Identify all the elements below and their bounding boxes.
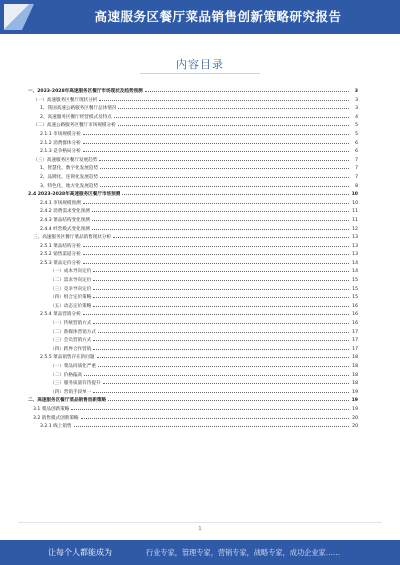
toc-entry-title: 3.2.1 线上销售 [40, 424, 72, 430]
toc-entry-title: 三、高速服务区餐厅菜品销售现状分析 [33, 235, 112, 241]
toc-entry[interactable] [28, 198, 358, 207]
toc-entry[interactable] [28, 275, 358, 284]
toc-entry-page: 10 [352, 200, 358, 206]
toc-entry[interactable] [28, 309, 358, 318]
toc-entry[interactable] [28, 155, 358, 164]
toc-entry-page: 18 [352, 355, 358, 361]
toc-entry-page: 20 [352, 415, 358, 421]
toc-entry-title: （一）成本导向定价 [50, 269, 92, 275]
toc-entry-title: 2.5.2 销售渠道分析 [40, 252, 81, 258]
toc-dot-leader [122, 189, 349, 195]
toc-dot-leader [100, 163, 349, 169]
toc-entry[interactable] [28, 129, 358, 138]
toc-dot-leader [100, 172, 349, 178]
toc-entry-page: 5 [355, 123, 358, 129]
toc-entry-title: （一）菜品同质化严重 [50, 364, 96, 369]
toc-entry-title: 2.4.4 经营模式变化预测 [40, 226, 90, 232]
toc-entry-page: 16 [352, 303, 358, 309]
toc-dot-leader [103, 378, 349, 384]
toc-entry-page: 7 [355, 174, 358, 180]
toc-dot-leader [98, 361, 349, 367]
toc-entry-page: 19 [352, 389, 358, 395]
report-title: 高速服务区餐厅菜品销售创新策略研究报告 [94, 9, 342, 24]
toc-entry[interactable] [28, 335, 358, 344]
toc-dot-leader [84, 370, 349, 376]
toc-entry-title: 2.4.2 消费需求变化预测 [40, 209, 90, 215]
toc-entry-page: 18 [352, 372, 358, 378]
toc-dot-leader [108, 395, 349, 401]
toc-entry[interactable] [28, 292, 358, 301]
toc-dot-leader [118, 120, 349, 126]
bottom-divider [18, 522, 382, 523]
toc-entry[interactable] [28, 387, 358, 396]
footer-slogan: 让每个人都能成为 [48, 548, 112, 557]
toc-heading: 内容目录 [176, 58, 224, 71]
toc-dot-leader [83, 146, 349, 152]
toc-entry-page: 20 [352, 424, 358, 430]
toc-dot-leader [83, 198, 349, 204]
toc-entry[interactable] [28, 395, 358, 404]
toc-entry[interactable] [28, 258, 358, 267]
toc-entry[interactable] [28, 146, 358, 155]
toc-dot-leader [71, 404, 349, 410]
toc-entry-title: 3.1 菜品创新策略 [33, 406, 70, 412]
toc-entry-page: 10 [351, 192, 358, 198]
toc-entry-title: （四）跨界合作营销 [50, 346, 92, 352]
toc-entry-title: 2.4 2023-2028年高速服务区餐厅市场预测 [28, 192, 121, 198]
toc-entry-title: 3.2 销售模式创新策略 [33, 415, 79, 421]
toc-entry-page: 18 [352, 381, 358, 387]
toc-entry-title: 2.1.1 市场规模分析 [40, 131, 81, 137]
toc-entry-title: 二、高速服务区餐厅菜品销售创新策略 [28, 398, 107, 404]
toc-entry-page: 15 [352, 286, 358, 292]
toc-entry[interactable] [28, 95, 358, 104]
toc-entry-title: 2.4.1 市场规模预测 [40, 200, 81, 206]
toc-entry[interactable] [28, 86, 358, 95]
toc-entry[interactable] [28, 232, 358, 241]
toc-entry-page: 19 [351, 398, 358, 404]
toc-entry-title: （二）需求导向定价 [50, 278, 92, 284]
toc-entry-title: 2.4.3 菜品结构变化预测 [40, 217, 90, 223]
toc-entry-title: 2.5.5 菜品销售存在的问题 [40, 355, 95, 361]
toc-entry-title: 2.5.4 菜品营销分析 [40, 312, 81, 318]
toc-entry-title: （三）会员营销方式 [50, 338, 92, 344]
toc-entry-title: 1、智慧化、数字化发展趋势 [40, 166, 99, 172]
toc-dot-leader [83, 241, 349, 247]
toc-entry-page: 11 [352, 209, 358, 215]
toc-dot-leader [93, 284, 349, 290]
toc-dot-leader [114, 112, 349, 118]
toc-entry-page: 17 [352, 346, 358, 352]
toc-entry-title: （二）价格偏高 [50, 372, 83, 378]
toc-entry-page: 13 [352, 243, 358, 249]
toc-dot-leader [93, 275, 349, 281]
toc-dot-leader [83, 258, 349, 264]
toc-dot-leader [98, 327, 349, 333]
toc-entry[interactable] [28, 224, 358, 233]
toc-entry-title: 2.5.3 菜品定价分析 [40, 260, 81, 266]
toc-dot-leader [74, 421, 349, 427]
toc-dot-leader [92, 224, 349, 230]
toc-entry-title: （三）服务质量有待提升 [50, 381, 101, 387]
toc-heading-divider [140, 73, 260, 74]
toc-entry-page: 16 [352, 312, 358, 318]
toc-entry[interactable] [28, 120, 358, 129]
toc-dot-leader [93, 318, 349, 324]
toc-dot-leader [83, 129, 349, 135]
toc-entry-page: 15 [352, 278, 358, 284]
footer-roles: 行业专家，管理专家，营销专家，战略专家，成功企业家…… [146, 548, 341, 557]
toc-dot-leader [93, 292, 349, 298]
table-of-contents [28, 86, 358, 430]
logo-icon [4, 4, 34, 30]
toc-entry-page: 15 [352, 295, 358, 301]
toc-entry-page: 8 [355, 183, 358, 189]
toc-entry[interactable] [28, 378, 358, 387]
toc-entry-page: 12 [352, 226, 358, 232]
page-header [0, 0, 400, 34]
toc-entry-page: 3 [355, 97, 358, 103]
toc-entry[interactable] [28, 404, 358, 413]
toc-entry[interactable] [28, 163, 358, 172]
toc-dot-leader [93, 301, 349, 307]
toc-entry-title: （四）营销手段单一 [50, 389, 92, 395]
toc-dot-leader [81, 413, 349, 419]
toc-dot-leader [92, 206, 349, 212]
toc-entry[interactable] [28, 103, 358, 112]
toc-entry[interactable] [28, 189, 358, 198]
toc-entry-page: 14 [352, 269, 358, 275]
toc-entry-page: 11 [352, 217, 358, 223]
toc-dot-leader [83, 309, 349, 315]
toc-entry-title: （三）高速服务区餐厅发展趋势 [33, 157, 98, 163]
toc-dot-leader [99, 95, 349, 101]
toc-dot-leader [113, 232, 349, 238]
toc-dot-leader [83, 138, 349, 144]
toc-entry-title: （二）新媒体营销方式 [50, 329, 96, 335]
toc-entry-page: 7 [355, 157, 358, 163]
toc-dot-leader [93, 335, 349, 341]
toc-entry[interactable] [28, 318, 358, 327]
toc-dot-leader [83, 249, 349, 255]
toc-entry[interactable] [28, 327, 358, 336]
toc-entry[interactable] [28, 206, 358, 215]
toc-entry-title: （二）高速公路服务区餐厅市场规模分析 [33, 123, 116, 129]
toc-entry[interactable] [28, 284, 358, 293]
toc-entry[interactable] [28, 352, 358, 361]
toc-entry-title: 一、2023-2028年高速服务区餐厅市场现状及趋势预测 [28, 89, 143, 94]
toc-dot-leader [92, 215, 349, 221]
toc-entry-title: （一）传统营销方式 [50, 321, 92, 327]
toc-entry-page: 13 [352, 252, 358, 258]
page-footer [0, 540, 400, 565]
toc-entry-page: 18 [352, 364, 358, 369]
toc-entry-title: 1、我国高速公路服务区餐厅总体情况 [40, 106, 117, 112]
toc-entry-page: 17 [352, 338, 358, 344]
toc-entry[interactable] [28, 112, 358, 121]
toc-entry[interactable] [28, 344, 358, 353]
toc-entry-page: 17 [352, 329, 358, 335]
toc-entry-title: 2、高速服务区餐厅经营模式及特点 [40, 114, 112, 120]
toc-entry-title: （一）高速服务区餐厅现状分析 [33, 97, 98, 103]
toc-entry[interactable] [28, 181, 358, 190]
toc-dot-leader [93, 266, 349, 272]
toc-entry-title: 2.1.2 消费群体分析 [40, 140, 81, 146]
toc-entry-title: 2.5.1 菜品结构分析 [40, 243, 81, 249]
toc-entry[interactable] [28, 138, 358, 147]
toc-entry[interactable] [28, 413, 358, 422]
toc-entry[interactable] [28, 301, 358, 310]
toc-entry-title: 2、品牌化、连锁化发展趋势 [40, 174, 99, 180]
toc-dot-leader [93, 387, 349, 393]
toc-dot-leader [97, 352, 350, 358]
toc-entry-page: 3 [355, 106, 358, 112]
toc-entry[interactable] [28, 241, 358, 250]
toc-entry-page: 19 [352, 406, 358, 412]
toc-dot-leader [93, 344, 349, 350]
toc-entry-page: 3 [354, 89, 358, 94]
toc-entry-title: （四）组合定价策略 [50, 295, 92, 301]
toc-entry[interactable] [28, 266, 358, 275]
toc-entry-page: 4 [355, 114, 358, 120]
toc-dot-leader [100, 181, 349, 187]
toc-entry-title: 3、特色化、地方化发展趋势 [40, 183, 99, 189]
toc-entry[interactable] [28, 249, 358, 258]
toc-entry-page: 6 [355, 149, 358, 155]
toc-entry-title: （五）动态定价策略 [50, 303, 92, 309]
toc-entry[interactable] [28, 172, 358, 181]
toc-entry[interactable] [28, 421, 358, 430]
toc-dot-leader [145, 86, 349, 92]
toc-dot-leader [99, 155, 349, 161]
toc-entry[interactable] [28, 370, 358, 379]
toc-entry-page: 5 [355, 131, 358, 137]
toc-entry[interactable] [28, 215, 358, 224]
toc-dot-leader [118, 103, 349, 109]
toc-entry-page: 16 [352, 321, 358, 327]
toc-entry-page: 13 [352, 235, 358, 241]
toc-entry-page: 7 [355, 166, 358, 172]
toc-entry[interactable] [28, 361, 358, 370]
toc-entry-title: 2.1.3 竞争格局分析 [40, 149, 81, 155]
toc-entry-page: 14 [352, 260, 358, 266]
toc-entry-page: 6 [355, 140, 358, 146]
toc-entry-title: （三）竞争导向定价 [50, 286, 92, 292]
page-number: 1 [198, 526, 202, 532]
